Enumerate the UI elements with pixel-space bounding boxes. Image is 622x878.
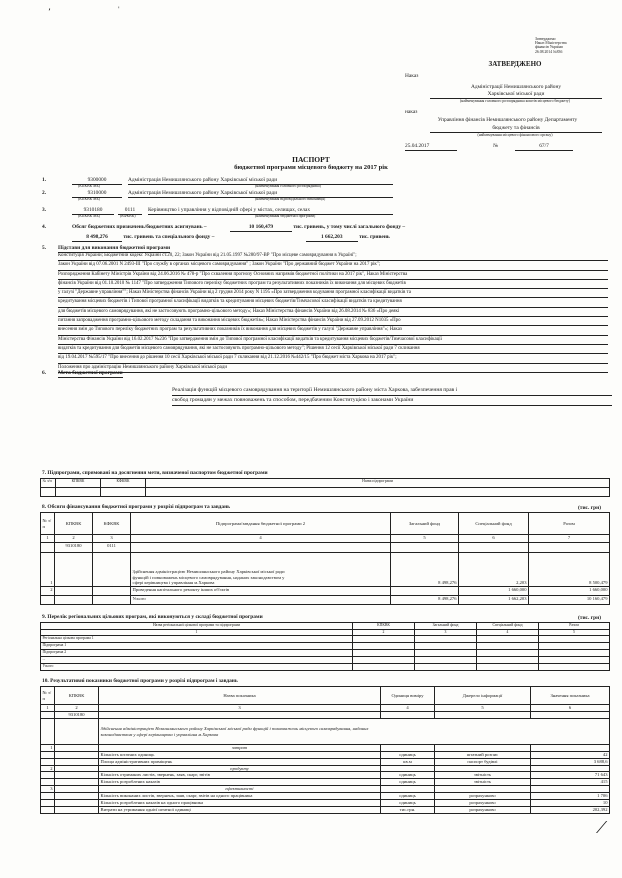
- general-amount: 8 498,276: [72, 234, 122, 242]
- special-amount: 1 662,203: [306, 234, 358, 242]
- table-row: 1 Здійснення адміністрацією Немишлянського району Харківської міської ради функцій і повноважень місцевого самоврядування, наданих законодавством у сфері керівництва і управління м.Харкова 8 498,276 2,203 8 500,479: [41, 553, 610, 587]
- table-row: Кількість розроблених наказів на одного працівника одиниць розрахунково 10: [41, 800, 610, 807]
- item-number: 4.: [42, 224, 47, 230]
- unit-label: (тис. грн): [578, 505, 601, 511]
- table-row: Кількість розроблених наказів одиниць звітність 415: [41, 779, 610, 786]
- page-subtitle: бюджетної програми місцевого бюджету на 2017 рік: [234, 164, 388, 171]
- item-number: 5.: [42, 245, 47, 251]
- item3-cap-code2: (КФКВК): [120, 214, 136, 218]
- row-code2: 0111: [93, 543, 131, 553]
- item1-name: Адміністрація Немишлянського району Харківської міської ради: [128, 177, 393, 185]
- total-row: Усього 8 498,276 1 662,203 10 160,479: [41, 596, 610, 605]
- table-row: Витрати на утримання однієї штатної одиниці тис.грн. розрахунково 202,392: [41, 807, 610, 814]
- item-number: 9. Перелік регіональних цільових програм, які виконуються у складі бюджетної програми: [42, 614, 263, 620]
- regional-programs-table: Назва регіональної цільової програми та підпрограми КПКВК Загальний фонд Спеціальний фонд Разом 1 2 3 4 5 Регіональна цільова програма 1 Підпрограма 1 Підпрограма 2 ... Усього: [40, 622, 610, 671]
- table-row: Кількість штатних одиниць одиниць штатний розпис 42: [41, 751, 610, 758]
- item3-cap-name: (найменування бюджетної програми): [255, 214, 316, 218]
- total-amount: 10 160,479: [230, 224, 292, 232]
- org2-line2: бюджету та фінансів: [430, 125, 602, 133]
- org1-caption: (найменування головного розпорядника коштів місцевого бюджету): [460, 99, 570, 103]
- row-code: 9310180: [55, 543, 93, 553]
- item3-code2: 0111: [118, 207, 142, 215]
- org2-line1: Управління фінансів Немишлянського району Департаменту: [437, 117, 578, 123]
- org1-line1: Адміністрації Немишлянського району: [470, 84, 562, 90]
- table-row: Кількість виконаних листів, звернень, заяв, скарг, звітів на одного працівника одиниць розрахунково 1 706: [41, 793, 610, 800]
- item-number: 10. Результативні показники бюджетної програми у розрізі підпрограм і завдань: [42, 678, 238, 684]
- unit-label: (тис. грн): [578, 615, 601, 621]
- pen-mark-2: ': [118, 6, 120, 13]
- item2-cap-code: (КПКВК МБ): [78, 197, 100, 201]
- item3-code: 9310180: [72, 207, 114, 215]
- indicators-table: № з/п КПКВК Назва показника Одиниця виміру Джерело інформації Значення показника 1 2 3 4 5 6 9310180 Здійснення адміністрацією Немишлянського району Харківської міської ради функцій і повноважень місцевого самоврядування, наданих законодавством у сфері керівництва і управління м.Харкова 1 затрат Кількість штатних одиниць одиниць штатний розпис 42 Площа адміністративних приміщень кв.м паспорт будівлі 3 688,6 2 продукту Кількість отриманих листів, звернень, заяв, скарг, звітів одиниць звітність 71 643 Кількість розроблених наказів одиниць звітність 415 3 ефективності Кількість виконаних листів, звернень, заяв, скарг, звітів на одного працівника одиниць розрахунково 1 706 Кількість розроблених наказів на одного працівника одиниць розрахунково 10 Витрати на утримання однієї штатної одиниці тис.грн. розрахунково 202,392: [40, 686, 610, 814]
- org2-caption: (найменування місцевого фінансового органу): [477, 133, 553, 137]
- budget-line-1: Обсяг бюджетних призначень/бюджетних асигнувань – 10 160,479 тис. гривень, у тому числі загального фонду –: [72, 224, 406, 230]
- approval-number: 67/7: [515, 143, 573, 151]
- page-title: ПАСПОРТ: [292, 155, 330, 164]
- financing-table: № з/п КПКВК КФКВК Підпрограма/завдання бюджетної програми 2 Загальний фонд Спеціальний фонд Разом 1 2 3 4 5 6 7 9310180 0111 1 Здійснення адміністрацією Немишлянського району Харківської міської ради функцій і повноважень місцевого самоврядування, наданих законодавством у сфері керівництва і управління м.Харкова 8 498,276 2,203 8 500,479 2 Проведення капітального ремонту інших об'єктів 1 660,000 1 660,000 Усього 8 498,276 1 662,203 10 160,479: [40, 512, 610, 605]
- table-row: 2 Проведення капітального ремонту інших об'єктів 1 660,000 1 660,000: [41, 587, 610, 596]
- item-number: 2.: [42, 190, 47, 196]
- item2-name: Адміністрація Немишлянського району Харківської міської ради: [128, 190, 393, 198]
- item1-cap-name: (найменування головного розпорядника): [255, 184, 321, 188]
- table-row: Кількість отриманих листів, звернень, заяв, скарг, звітів одиниць звітність 71 643: [41, 772, 610, 779]
- item-number: 3.: [42, 207, 47, 213]
- item-number: 8. Обсяги фінансування бюджетної програми у розрізі підпрограм та завдань: [42, 504, 231, 510]
- item-number: 7. Підпрограми, спрямовані на досягнення мети, визначеної паспортом бюджетної програми: [42, 470, 268, 476]
- item1-cap-code: (КПКВК МБ): [78, 184, 100, 188]
- item3-name: Керівництво і управління у відповідній сфері у містах, селищах, селах: [148, 207, 393, 215]
- order2-label: наказ: [405, 109, 418, 115]
- table-row: Площа адміністративних приміщень кв.м паспорт будівлі 3 688,6: [41, 758, 610, 765]
- pen-mark-3: ⟋: [596, 818, 608, 837]
- number-sign: №: [493, 143, 499, 149]
- budget-line-2: 8 498,276 тис. гривень та спеціального фонду – 1 662,203 тис. гривень: [72, 234, 390, 242]
- approval-date: 25.04.2017: [405, 143, 457, 151]
- item2-cap-name: (найменування відповідального виконавця): [255, 197, 326, 201]
- approval-reference: Затверджено Наказ Міністерства фінансів України 26.08.2014 №836: [535, 37, 567, 54]
- item1-code: 9300000: [72, 177, 122, 185]
- item2-code: 9310000: [72, 190, 122, 198]
- item3-cap-code: (КПКВК МБ): [78, 214, 100, 218]
- basis-text: Конституція України; Бюджетний кодекс України ст.20, 22; Закон України від 21.05.1997 №280/97-ВР "Про місцеве самоврядування в Україні"; Закон України від 07.06.2001 N 2493-III "Про службу в органах місцевого самоврядування" ; Закон України "Про державний бюджет України на 2017 рік"; Розпорядження Кабінету Міністрів України від 24.06.2016 № 478-р "Про схвалення прогнозу Основних напрямів бюджетної політики на 2017 рік", Наказ Міністерства фінансів України від 01.10.2010 № 1147 "Про затвердження Типового переліку бюджетних програм та результативних показників їх виконання для місцевих бюджетів у галузі "Державне управління""; Наказ Міністерства фінансів України від 2 грудня 2014 року N 1195 «Про затвердження кодування програмної класифікації видатків та кредитування місцевих бюджетів і Типової програмної класифікації видатків та кредитування місцевих бюджетів/Тимчасової класифікації видатків та кредитування для бюджетів місцевого самоврядування, які не застосовують програмно-цільового методу»; Наказ Міністерства фінансів України від 26.08.2014 № 836 «Про деякі питання запровадження програмно-цільового методу складання та виконання місцевих бюджетів»; Наказ Міністерства фінансів України від 27.09.2012 N1035 «Про внесення змін до Типового переліку бюджетних програм та результативних показників їх виконання для місцевих бюджетів у галузі "Державне управління"»; Наказ Міністерства Фінансів України від 16.02.2017 №236 "Про затвердження змін до Типової програмної класифікації видатків та кредитування місцевих бюджетів/Тимчасової класифікації видатків та кредитування для бюджетів місцевого самоврядування, які не застосовують програмно-цільового методу"; Рішення 12 сесії Харківської міської ради 7 скликання від 19.04.2017 №595/17 "Про внесення до рішення 10 сесії Харківської міської ради 7 скликання від 21.12.2016 №442/15 "Про бюджет міста Харкова на 2017 рік"; Положення про адміністрацію Немишлянського району Харківської міської ради: [58, 252, 608, 373]
- item-number: 6.: [42, 370, 47, 376]
- pen-mark: ʼ: [48, 8, 51, 18]
- goal-text: Реалізація функцій місцевого самоврядування на території Немишлянського району міста Харкова, забезпечення прав і свобод громадян у межах повноважень та способом, передбаченим Конституцією і законами України: [172, 386, 612, 406]
- approved-heading: ЗАТВЕРДЖЕНО: [488, 60, 542, 68]
- item-number: 1.: [42, 177, 47, 183]
- goal-heading: Мета бюджетної програми: [58, 370, 123, 376]
- basis-heading: Підстави для виконання бюджетної програми: [58, 245, 171, 251]
- subprograms-table: № з/п КПКВК КФКВК Назва підпрограми: [40, 478, 610, 497]
- order-label: Наказ: [405, 73, 419, 79]
- org1-line2: Харківської міської ради: [430, 91, 602, 99]
